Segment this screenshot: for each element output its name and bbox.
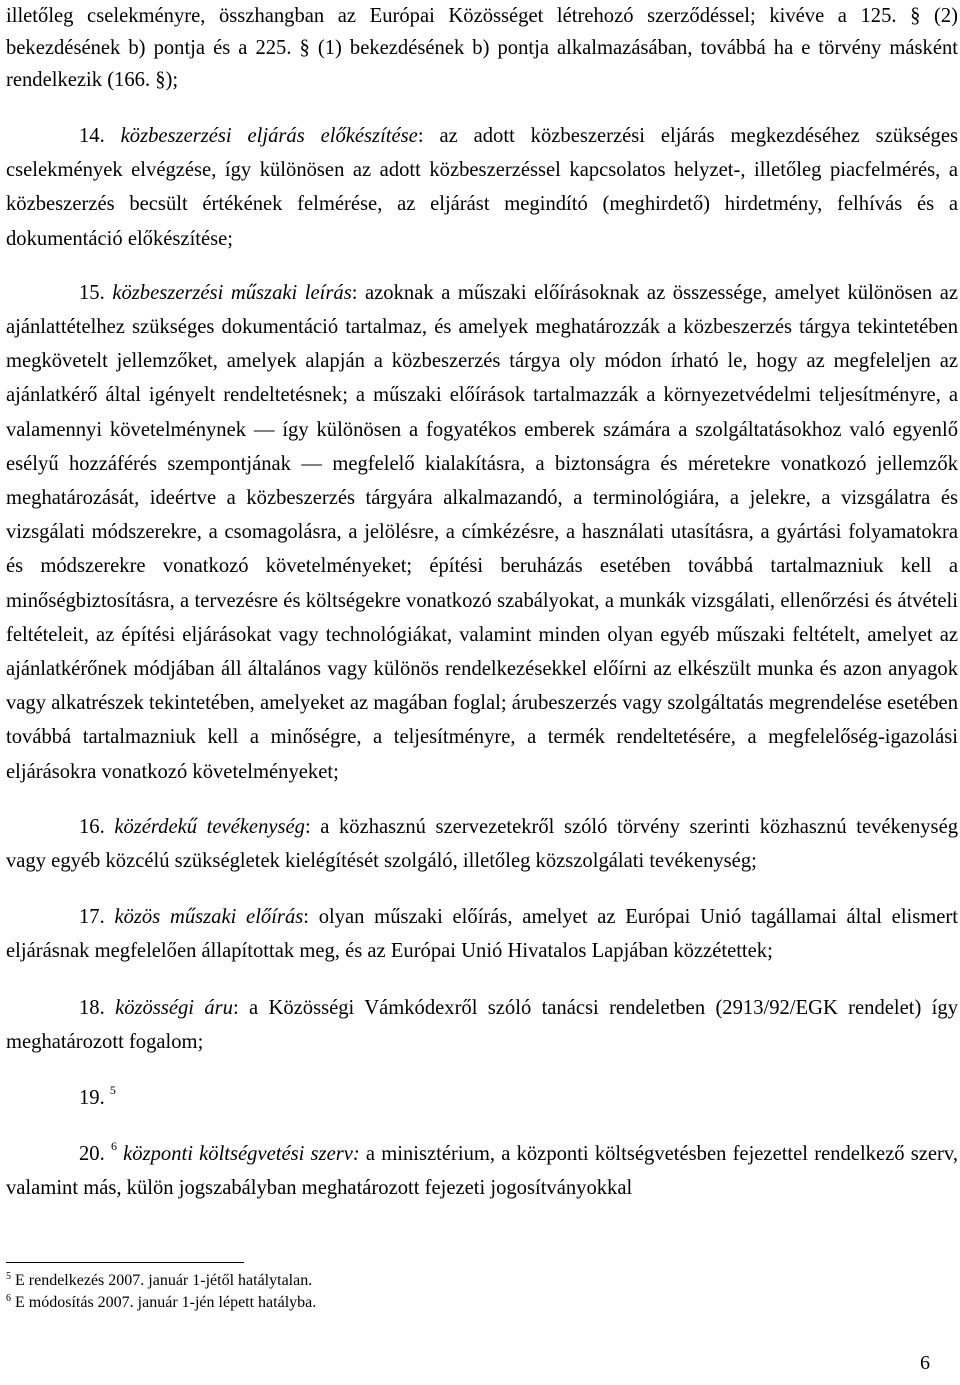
definition-text: : az adott közbeszerzési eljárás megkezdéséhez szükséges cselekmények elvégzése, így különösen az adott közbeszerzéssel kapcsolatos helyzet-, illetőleg piacfelmérés, a közbeszerzés becsült értékének felmérése, az eljárást megindító (meghirdető) hirdetmény, felhívás és a dokumentáció előkészítése; [6, 125, 958, 250]
footnote-text: E rendelkezés 2007. január 1-jétől hatálytalan. [11, 1272, 313, 1289]
defined-term: közérdekű tevékenység [114, 815, 305, 838]
defined-term: közös műszaki előírás [114, 906, 304, 929]
item-number: 17. [79, 906, 105, 929]
defined-term: központi költségvetési szerv: [123, 1143, 360, 1166]
definition-19 [6, 1081, 958, 1115]
footnotes [6, 1270, 906, 1314]
footnote-5 [6, 1270, 906, 1292]
item-number: 15. [79, 281, 105, 304]
footnote-6 [6, 1292, 906, 1314]
definition-16 [6, 810, 958, 878]
footnote-separator [6, 1262, 244, 1263]
defined-term: közbeszerzési műszaki leírás [112, 281, 352, 304]
document-body [6, 0, 958, 1206]
footnote-marker: 6 [6, 1293, 11, 1304]
footnote-marker: 5 [6, 1271, 11, 1282]
defined-term: közbeszerzési eljárás előkészítése [120, 125, 418, 147]
footnote-ref: 5 [109, 1083, 116, 1098]
definition-15 [6, 276, 958, 789]
footnote-ref: 6 [110, 1139, 117, 1154]
item-number: 20. [79, 1143, 105, 1166]
definition-text: : azoknak a műszaki előírásoknak az összessége, amelyet különösen az ajánlattételhez szükséges dokumentáció tartalmaz, és amelyek meghatározzák a közbeszerzés tárgya tekintetében megkövetelt jellemzőket, amelyek alapján a közbeszerzés tárgya oly módon írható le, hogy az megfeleljen az ajánlatkérő által igényelt rendeltetésnek; a műszaki előírások tartalmazzák a környezetvédelmi teljesítményre, a valamennyi követelménynek — így különösen a fogyatékos emberek számára a szolgáltatásokhoz való egyenlő esélyű hozzáférés szempontjának — megfelelő kialakításra, a biztonságra és méretekre vonatkozó jellemzők meghatározását, ideértve a közbeszerzés tárgyára alkalmazandó, a terminológiára, a jelekre, a vizsgálatra és vizsgálati módszerekre, a csomagolásra, a jelölésre, a címkézésre, a használati utasításra, a gyártási folyamatokra és módszerekre vonatkozó követelményeket; építési beruházás esetében továbbá tartalmazniuk kell a minőségbiztosításra, a tervezésre és költségekre vonatkozó szabályokat, a munkák vizsgálati, ellenőrzési és átvételi feltételeit, az építési eljárásokat vagy technológiákat, valamint minden olyan egyéb műszaki feltételt, amelyet az ajánlatkérőnek módjában áll általános vagy különös rendelkezésekkel előírni az elkészült munka és azon anyagok vagy alkatrészek tekintetében, amelyeket az magában foglal; árubeszerzés vagy szolgáltatás megrendelése esetében továbbá tartalmazniuk kell a minőségre, a teljesítményre, a termék rendeltetésére, a megfelelőség-igazolási eljárásokra vonatkozó követelményeket; [6, 281, 958, 783]
definition-18 [6, 991, 958, 1059]
item-number: 16. [79, 815, 105, 838]
definition-14 [6, 119, 958, 256]
item-number: 19. [79, 1087, 105, 1110]
definition-text: a minisztérium, a központi költségvetésben fejezettel rendelkező szerv, valamint más, külön jogszabályban meghatározott fejezeti jogosítványokkal [6, 1143, 958, 1200]
definition-17 [6, 900, 958, 968]
defined-term: közösségi áru [115, 996, 233, 1019]
footnote-text: E módosítás 2007. január 1-jén lépett hatályba. [11, 1294, 317, 1311]
definition-text: : olyan műszaki előírás, amelyet az Európai Unió tagállamai által elismert eljárásnak megfelelően állapítottak meg, és az Európai Unió Hivatalos Lapjában közzétettek; [6, 906, 959, 963]
page-number: 6 [920, 1352, 930, 1374]
item-number: 18. [79, 996, 105, 1019]
paragraph-intro: illetőleg cselekményre, összhangban az Európai Közösséget létrehozó szerződéssel; kivéve a 125. § (2) bekezdésének b) pontja és a 225. § (1) bekezdésének b) pontja alkalmazásában, továbbá ha e törvény másként rendelkezik (166. §); [6, 5, 958, 91]
item-number: 14. [79, 125, 105, 147]
definition-text: : a közhasznú szervezetekről szóló törvény szerinti közhasznú tevékenység vagy egyéb közcélú szükségletek kielégítését szolgáló, illetőleg közszolgálati tevékenység; [6, 815, 959, 873]
definition-20 [6, 1137, 958, 1205]
definition-text: : a Közösségi Vámkódexről szóló tanácsi rendeletben (2913/92/EGK rendelet) így meghatározott fogalom; [6, 996, 958, 1053]
